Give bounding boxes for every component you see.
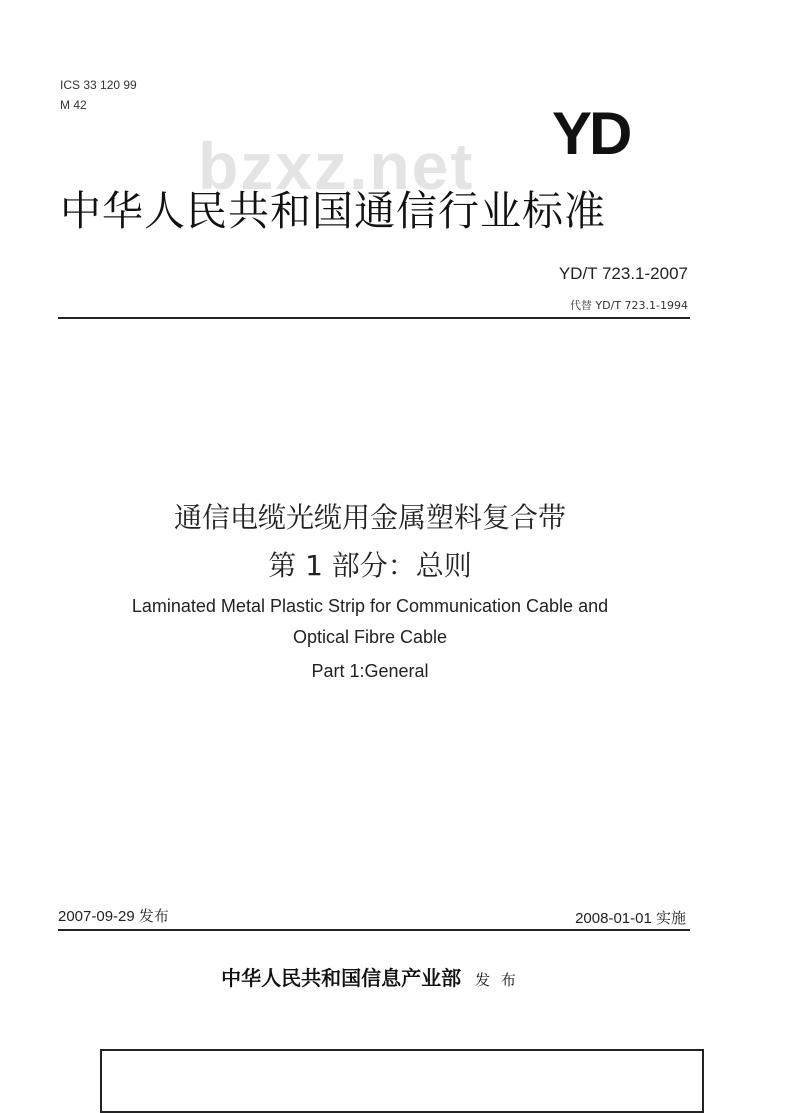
document-part-cn: 第 1 部分：总则 xyxy=(268,549,472,582)
replaces-standard: 代替 YD/T 723.1-1994 xyxy=(569,299,688,312)
publisher-name: 中华人民共和国信息产业部 xyxy=(221,966,462,990)
standard-number: YD/T 723.1-2007 xyxy=(558,264,688,283)
classification-code: M 42 xyxy=(60,98,87,112)
bottom-divider xyxy=(58,929,690,931)
document-part-en: Part 1:General xyxy=(311,661,429,681)
ics-code: ICS 33 120 99 xyxy=(60,78,137,92)
implementation-date: 2008-01-01 实施 xyxy=(575,910,686,927)
publisher-action: 发 布 xyxy=(475,971,519,989)
top-divider xyxy=(58,317,690,319)
document-title-cn: 通信电缆光缆用金属塑料复合带 xyxy=(173,501,566,534)
document-title-en-line2: Optical Fibre Cable xyxy=(292,627,448,647)
standard-category-title: 中华人民共和国通信行业标准 xyxy=(60,187,606,235)
document-title-en-line1: Laminated Metal Plastic Strip for Communication Cable and xyxy=(131,596,609,616)
watermark: bzxz.net xyxy=(198,129,475,203)
publisher-line xyxy=(0,962,740,991)
yd-logo: YD xyxy=(552,100,630,167)
bottom-frame xyxy=(100,1049,704,1113)
issue-date: 2007-09-29 发布 xyxy=(58,908,169,925)
